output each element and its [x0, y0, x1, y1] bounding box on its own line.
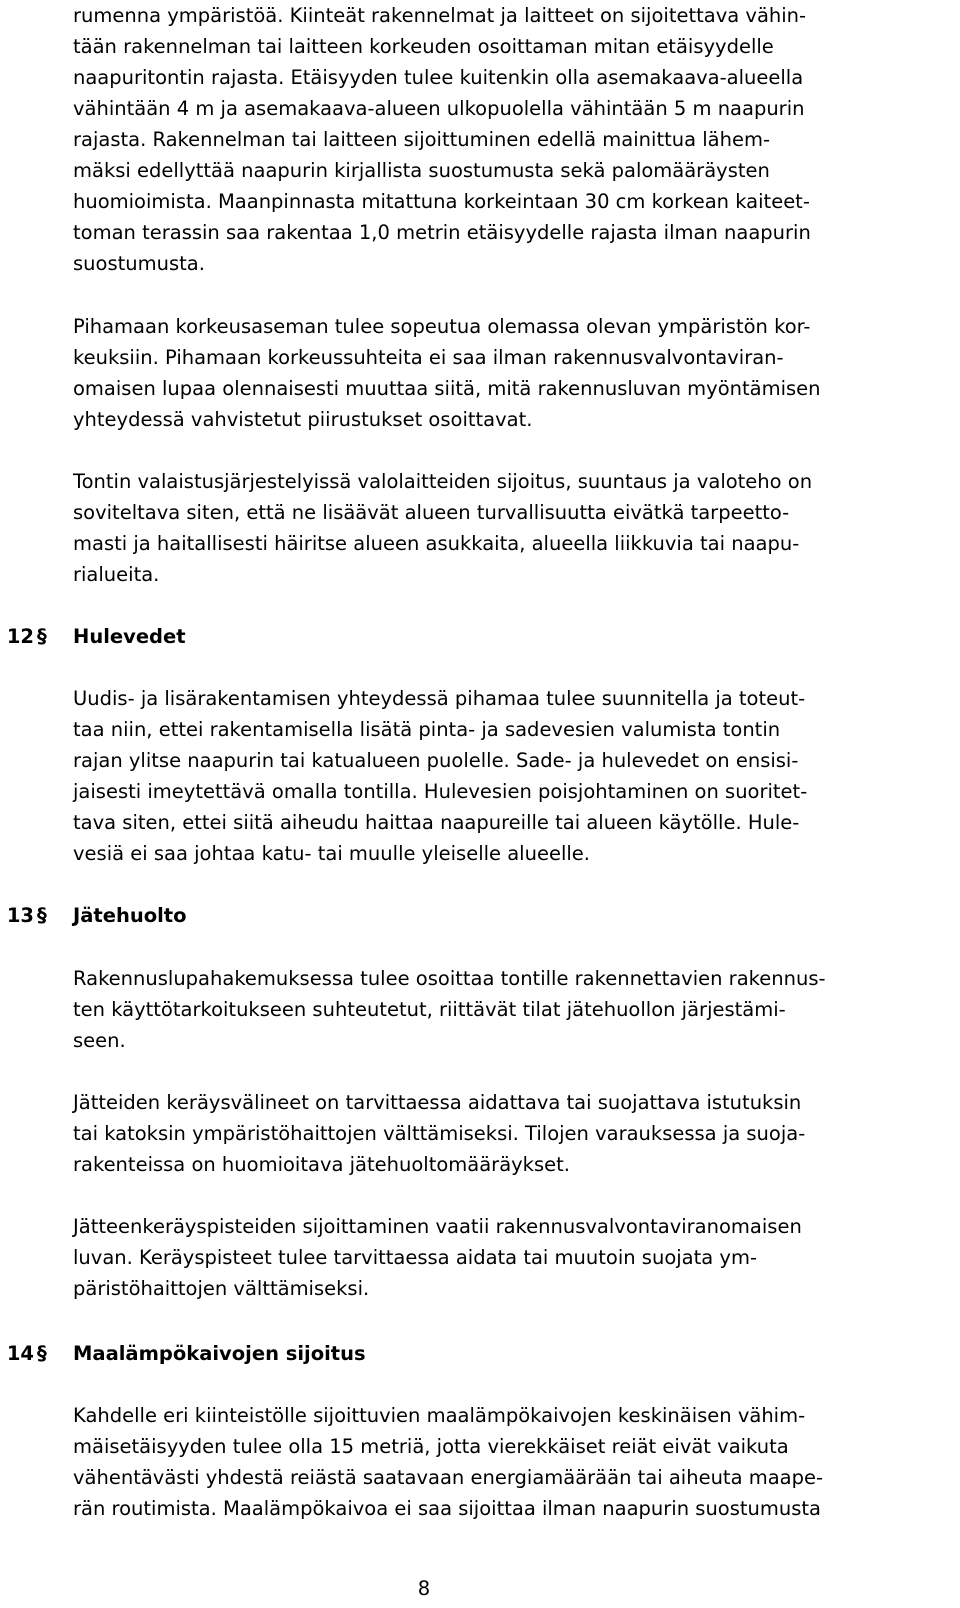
text-line: rän routimista. Maalämpökaivoa ei saa sijoittaa ilman naapurin suostumusta [73, 1497, 822, 1520]
section-13-paragraph-2 [73, 1087, 953, 1180]
text-line: Jätteenkeräyspisteiden sijoittaminen vaatii rakennusvalvontaviranomaisen [73, 1215, 802, 1238]
intro-paragraph-1 [73, 0, 953, 279]
text-line: Kahdelle eri kiinteistölle sijoittuvien maalämpökaivojen keskinäisen vähim- [73, 1404, 806, 1427]
section-number: 14 [6, 1342, 34, 1365]
text-line: soviteltava siten, että ne lisäävät alueen turvallisuutta eivätkä tarpeetto- [73, 501, 790, 524]
text-line: vähentävästi yhdestä reiästä saatavaan energiamäärään tai aiheuta maape- [73, 1466, 824, 1489]
text-line: omaisen lupaa olennaisesti muuttaa siitä, mitä rakennusluvan myöntämisen [73, 377, 821, 400]
text-line: huomioimista. Maanpinnasta mitattuna korkeintaan 30 cm korkean kaiteet- [73, 190, 810, 213]
section-13-paragraph-1 [73, 963, 953, 1056]
text-line: tava siten, ettei siitä aiheudu haittaa naapureille tai alueen käytölle. Hule- [73, 811, 800, 834]
section-title: Hulevedet [73, 625, 186, 648]
text-line: keuksiin. Pihamaan korkeussuhteita ei saa ilman rakennusvalvontaviran- [73, 346, 784, 369]
text-line: Tontin valaistusjärjestelyissä valolaitteiden sijoitus, suuntaus ja valoteho on [73, 470, 813, 493]
text-line: naapuritontin rajasta. Etäisyyden tulee kuitenkin olla asemakaava-alueella [73, 66, 804, 89]
section-symbol: § [37, 625, 47, 648]
text-line: Pihamaan korkeusaseman tulee sopeutua olemassa olevan ympäristön kor- [73, 315, 811, 338]
text-line: rakenteissa on huomioitava jätehuoltomääräykset. [73, 1153, 570, 1176]
section-symbol: § [37, 904, 47, 927]
section-title: Maalämpökaivojen sijoitus [73, 1342, 366, 1365]
text-line: rumenna ympäristöä. Kiinteät rakennelmat ja laitteet on sijoitettava vähin- [73, 4, 807, 27]
text-line: ten käyttötarkoitukseen suhteutetut, riittävät tilat jätehuollon järjestämi- [73, 998, 786, 1021]
text-line: luvan. Keräyspisteet tulee tarvittaessa aidata tai muutoin suojata ym- [73, 1246, 757, 1269]
text-line: Jätteiden keräysvälineet on tarvittaessa aidattava tai suojattava istutuksin [73, 1091, 802, 1114]
section-number: 12 [6, 625, 34, 648]
section-13-heading [0, 900, 960, 931]
text-line: vähintään 4 m ja asemakaava-alueen ulkopuolella vähintään 5 m naapurin [73, 97, 805, 120]
section-14-heading [0, 1338, 960, 1369]
intro-paragraph-2 [73, 311, 953, 435]
text-line: mäisetäisyyden tulee olla 15 metriä, jotta vierekkäiset reiät eivät vaikuta [73, 1435, 789, 1458]
text-line: rialueita. [73, 563, 160, 586]
text-line: toman terassin saa rakentaa 1,0 metrin etäisyydelle rajasta ilman naapurin [73, 221, 811, 244]
text-line: Uudis- ja lisärakentamisen yhteydessä pihamaa tulee suunnitella ja toteut- [73, 687, 806, 710]
text-line: Rakennuslupahakemuksessa tulee osoittaa tontille rakennettavien rakennus- [73, 967, 826, 990]
section-number: 13 [6, 904, 34, 927]
text-line: vesiä ei saa johtaa katu- tai muulle yleiselle alueelle. [73, 842, 590, 865]
section-14-paragraph-1 [73, 1400, 953, 1524]
text-line: seen. [73, 1029, 126, 1052]
text-line: rajan ylitse naapurin tai katualueen puolelle. Sade- ja hulevedet on ensisi- [73, 749, 799, 772]
section-title: Jätehuolto [73, 904, 187, 927]
text-line: tai katoksin ympäristöhaittojen välttämiseksi. Tilojen varauksessa ja suoja- [73, 1122, 806, 1145]
intro-paragraph-3 [73, 466, 953, 590]
text-line: jaisesti imeytettävä omalla tontilla. Hulevesien poisjohtaminen on suoritet- [73, 780, 808, 803]
page-number: 8 [417, 1577, 431, 1600]
text-line: taa niin, ettei rakentamisella lisätä pinta- ja sadevesien valumista tontin [73, 718, 781, 741]
section-13-paragraph-3 [73, 1211, 953, 1304]
text-line: suostumusta. [73, 252, 205, 275]
section-12-paragraph-1 [73, 683, 953, 869]
text-line: tään rakennelman tai laitteen korkeuden osoittaman mitan etäisyydelle [73, 35, 774, 58]
text-line: masti ja haitallisesti häiritse alueen asukkaita, alueella liikkuvia tai naapu- [73, 532, 800, 555]
text-line: mäksi edellyttää naapurin kirjallista suostumusta sekä palomääräysten [73, 159, 770, 182]
section-symbol: § [37, 1342, 47, 1365]
text-line: yhteydessä vahvistetut piirustukset osoittavat. [73, 408, 533, 431]
text-line: päristöhaittojen välttämiseksi. [73, 1277, 370, 1300]
section-12-heading [0, 621, 960, 652]
text-line: rajasta. Rakennelman tai laitteen sijoittuminen edellä mainittua lähem- [73, 128, 770, 151]
